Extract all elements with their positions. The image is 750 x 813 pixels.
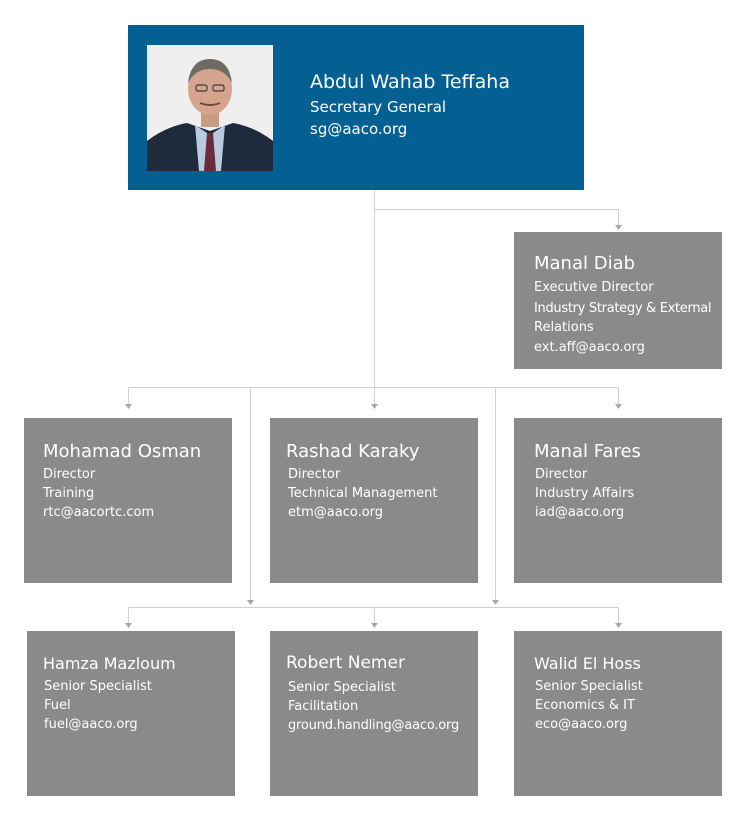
specialist-email[interactable]: fuel@aaco.org (44, 717, 138, 732)
director-name: Manal Fares (534, 441, 641, 462)
director-title: Director (288, 467, 341, 482)
director-name: Mohamad Osman (43, 441, 202, 462)
secretary-general-card (128, 25, 584, 190)
specialist-title: Senior Specialist (288, 680, 396, 695)
exec-dept-line1: Industry Strategy & External (534, 301, 712, 316)
sg-title: Secretary General (310, 98, 447, 116)
specialist-title: Senior Specialist (535, 679, 643, 694)
director-email[interactable]: iad@aaco.org (535, 505, 625, 520)
specialist-card-facilitation (270, 631, 478, 796)
specialist-card-economics (514, 631, 722, 796)
specialist-name: Walid El Hoss (534, 654, 641, 673)
director-title: Director (43, 467, 96, 482)
specialist-dept: Fuel (44, 698, 71, 713)
director-title: Director (535, 467, 588, 482)
sg-email[interactable]: sg@aaco.org (310, 120, 408, 138)
director-email[interactable]: etm@aaco.org (288, 505, 384, 520)
sg-name: Abdul Wahab Teffaha (310, 71, 510, 93)
exec-title: Executive Director (534, 280, 654, 295)
director-card-industry (514, 418, 722, 583)
avatar (147, 45, 273, 171)
director-card-technical (270, 418, 478, 583)
specialist-title: Senior Specialist (44, 679, 152, 694)
exec-name: Manal Diab (534, 253, 636, 274)
exec-dept-line2: Relations (534, 320, 594, 335)
director-dept: Technical Management (288, 486, 438, 501)
specialist-email[interactable]: ground.handling@aaco.org (288, 718, 459, 733)
specialist-name: Hamza Mazloum (43, 654, 176, 673)
director-name: Rashad Karaky (286, 441, 420, 462)
exec-email[interactable]: ext.aff@aaco.org (534, 340, 645, 355)
specialist-email[interactable]: eco@aaco.org (535, 717, 628, 732)
director-card-training (24, 418, 232, 583)
executive-director-card (514, 232, 722, 369)
director-dept: Industry Affairs (535, 486, 635, 501)
specialist-card-fuel (27, 631, 235, 796)
specialist-dept: Economics & IT (535, 698, 635, 713)
specialist-dept: Facilitation (288, 699, 359, 714)
director-dept: Training (43, 486, 95, 501)
specialist-name: Robert Nemer (286, 653, 405, 673)
director-email[interactable]: rtc@aacortc.com (43, 505, 155, 520)
